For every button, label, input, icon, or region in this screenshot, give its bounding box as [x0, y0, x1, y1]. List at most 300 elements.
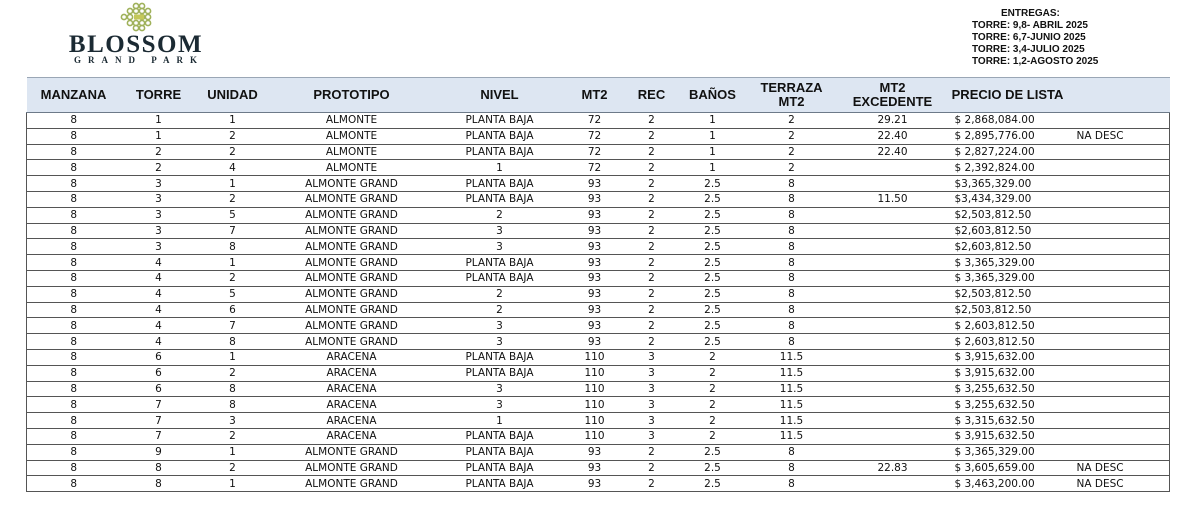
notes-cell: NA DESC	[1067, 460, 1170, 476]
logo-subtitle: GRAND PARK	[73, 55, 205, 65]
mt2-cell: 72	[565, 144, 625, 160]
banos-cell: 2.5	[679, 286, 747, 302]
terraza-cell: 2	[747, 160, 837, 176]
table-row	[27, 270, 1170, 286]
excedente-cell	[837, 176, 949, 192]
manzana-cell: 8	[27, 428, 121, 444]
excedente-header-line1: MT2	[879, 80, 906, 95]
rec-cell: 2	[625, 113, 679, 129]
brand-logo	[56, 2, 216, 68]
prototipo-cell: ALMONTE GRAND	[269, 334, 435, 350]
prototipo-cell: ALMONTE	[269, 113, 435, 129]
notes-cell	[1067, 239, 1170, 255]
terraza-cell: 2	[747, 113, 837, 129]
manzana-cell: 8	[27, 476, 121, 492]
precio-cell: $ 2,827,224.00	[949, 144, 1067, 160]
delivery-line: TORRE: 9,8- ABRIL 2025	[972, 20, 1088, 31]
excedente-cell	[837, 286, 949, 302]
rec-cell: 2	[625, 444, 679, 460]
terraza-cell: 8	[747, 302, 837, 318]
banos-cell: 2	[679, 413, 747, 429]
prototipo-cell: ARACENA	[269, 381, 435, 397]
unidad-cell: 1	[197, 113, 269, 129]
unidad-cell: 2	[197, 128, 269, 144]
table-row	[27, 239, 1170, 255]
rec-cell: 3	[625, 413, 679, 429]
precio-cell: $ 3,605,659.00	[949, 460, 1067, 476]
torre-cell: 3	[121, 239, 197, 255]
notes-cell	[1067, 365, 1170, 381]
table-row	[27, 207, 1170, 223]
prototipo-cell: ALMONTE GRAND	[269, 444, 435, 460]
prototipo-cell: ALMONTE	[269, 128, 435, 144]
prototipo-cell: ALMONTE GRAND	[269, 176, 435, 192]
prototipo-cell: ALMONTE GRAND	[269, 286, 435, 302]
prototipo-cell: ARACENA	[269, 428, 435, 444]
manzana-cell: 8	[27, 365, 121, 381]
manzana-cell: 8	[27, 397, 121, 413]
col-header-precio: PRECIO DE LISTA	[949, 78, 1067, 113]
table-row	[27, 334, 1170, 350]
manzana-cell: 8	[27, 413, 121, 429]
table-row	[27, 381, 1170, 397]
torre-cell: 4	[121, 334, 197, 350]
col-header-torre: TORRE	[121, 78, 197, 113]
excedente-cell: 29.21	[837, 113, 949, 129]
nivel-cell: 3	[435, 239, 565, 255]
banos-cell: 2.5	[679, 223, 747, 239]
nivel-cell: 1	[435, 160, 565, 176]
precio-cell: $ 3,255,632.50	[949, 397, 1067, 413]
mt2-cell: 93	[565, 286, 625, 302]
terraza-cell: 11.5	[747, 349, 837, 365]
torre-cell: 6	[121, 381, 197, 397]
table-row	[27, 476, 1170, 492]
rec-cell: 2	[625, 239, 679, 255]
table-row	[27, 397, 1170, 413]
terraza-cell: 8	[747, 460, 837, 476]
notes-cell	[1067, 428, 1170, 444]
rec-cell: 2	[625, 460, 679, 476]
precio-cell: $ 2,868,084.00	[949, 113, 1067, 129]
table-body	[27, 113, 1170, 492]
nivel-cell: PLANTA BAJA	[435, 460, 565, 476]
manzana-cell: 8	[27, 144, 121, 160]
torre-cell: 3	[121, 223, 197, 239]
prototipo-cell: ARACENA	[269, 413, 435, 429]
col-header-unidad: UNIDAD	[197, 78, 269, 113]
col-header-excedente	[837, 78, 949, 113]
nivel-cell: PLANTA BAJA	[435, 191, 565, 207]
excedente-cell	[837, 207, 949, 223]
mt2-cell: 93	[565, 444, 625, 460]
excedente-cell: 11.50	[837, 191, 949, 207]
unidad-cell: 7	[197, 318, 269, 334]
precio-cell: $2,503,812.50	[949, 286, 1067, 302]
mt2-cell: 110	[565, 428, 625, 444]
torre-cell: 4	[121, 302, 197, 318]
unidad-cell: 6	[197, 302, 269, 318]
precio-cell: $ 2,603,812.50	[949, 334, 1067, 350]
torre-cell: 4	[121, 255, 197, 271]
unidad-cell: 2	[197, 428, 269, 444]
table-row	[27, 286, 1170, 302]
banos-cell: 1	[679, 128, 747, 144]
notes-cell	[1067, 113, 1170, 129]
mt2-cell: 93	[565, 318, 625, 334]
prototipo-cell: ALMONTE GRAND	[269, 302, 435, 318]
unidad-cell: 2	[197, 144, 269, 160]
rec-cell: 2	[625, 302, 679, 318]
col-header-nivel: NIVEL	[435, 78, 565, 113]
banos-cell: 2.5	[679, 444, 747, 460]
notes-cell	[1067, 381, 1170, 397]
rec-cell: 3	[625, 381, 679, 397]
manzana-cell: 8	[27, 444, 121, 460]
torre-cell: 6	[121, 365, 197, 381]
nivel-cell: PLANTA BAJA	[435, 428, 565, 444]
manzana-cell: 8	[27, 113, 121, 129]
excedente-cell	[837, 397, 949, 413]
manzana-cell: 8	[27, 318, 121, 334]
nivel-cell: PLANTA BAJA	[435, 365, 565, 381]
terraza-header-line1: TERRAZA	[760, 80, 823, 95]
notes-cell	[1067, 160, 1170, 176]
excedente-cell	[837, 365, 949, 381]
terraza-cell: 2	[747, 144, 837, 160]
manzana-cell: 8	[27, 207, 121, 223]
mt2-cell: 72	[565, 113, 625, 129]
precio-cell: $ 3,365,329.00	[949, 444, 1067, 460]
terraza-cell: 8	[747, 334, 837, 350]
terraza-cell: 8	[747, 476, 837, 492]
rec-cell: 3	[625, 428, 679, 444]
table-row	[27, 191, 1170, 207]
rec-cell: 2	[625, 270, 679, 286]
nivel-cell: PLANTA BAJA	[435, 255, 565, 271]
precio-cell: $2,503,812.50	[949, 302, 1067, 318]
table-row	[27, 113, 1170, 129]
prototipo-cell: ALMONTE GRAND	[269, 460, 435, 476]
deliveries-block	[972, 8, 1172, 68]
unidad-cell: 8	[197, 239, 269, 255]
excedente-cell	[837, 476, 949, 492]
precio-cell: $ 2,895,776.00	[949, 128, 1067, 144]
mt2-cell: 110	[565, 349, 625, 365]
rec-cell: 2	[625, 334, 679, 350]
mt2-cell: 110	[565, 413, 625, 429]
excedente-cell	[837, 239, 949, 255]
banos-cell: 2.5	[679, 476, 747, 492]
mt2-cell: 93	[565, 207, 625, 223]
precio-cell: $ 2,603,812.50	[949, 318, 1067, 334]
rec-cell: 2	[625, 255, 679, 271]
precio-cell: $ 3,315,632.50	[949, 413, 1067, 429]
table-row	[27, 160, 1170, 176]
unidad-cell: 5	[197, 207, 269, 223]
excedente-cell	[837, 381, 949, 397]
notes-cell	[1067, 302, 1170, 318]
unidad-cell: 7	[197, 223, 269, 239]
delivery-line: TORRE: 6,7-JUNIO 2025	[972, 32, 1086, 43]
unidad-cell: 1	[197, 476, 269, 492]
rec-cell: 2	[625, 128, 679, 144]
table-header-row	[27, 78, 1170, 113]
precio-cell: $ 3,915,632.00	[949, 365, 1067, 381]
nivel-cell: 3	[435, 397, 565, 413]
rec-cell: 2	[625, 286, 679, 302]
banos-cell: 2.5	[679, 318, 747, 334]
mt2-cell: 72	[565, 128, 625, 144]
banos-cell: 2.5	[679, 460, 747, 476]
prototipo-cell: ARACENA	[269, 349, 435, 365]
banos-cell: 1	[679, 113, 747, 129]
mt2-cell: 93	[565, 223, 625, 239]
notes-cell	[1067, 176, 1170, 192]
nivel-cell: 2	[435, 207, 565, 223]
col-header-terraza	[747, 78, 837, 113]
mt2-cell: 93	[565, 476, 625, 492]
precio-cell: $ 2,392,824.00	[949, 160, 1067, 176]
mt2-cell: 110	[565, 397, 625, 413]
terraza-cell: 8	[747, 207, 837, 223]
col-header-banos: BAÑOS	[679, 78, 747, 113]
terraza-cell: 8	[747, 239, 837, 255]
precio-cell: $ 3,365,329.00	[949, 270, 1067, 286]
excedente-cell: 22.40	[837, 144, 949, 160]
prototipo-cell: ALMONTE GRAND	[269, 476, 435, 492]
terraza-cell: 8	[747, 255, 837, 271]
mt2-cell: 93	[565, 270, 625, 286]
table-row	[27, 176, 1170, 192]
torre-cell: 3	[121, 191, 197, 207]
excedente-cell	[837, 160, 949, 176]
notes-cell	[1067, 191, 1170, 207]
precio-cell: $ 3,365,329.00	[949, 255, 1067, 271]
torre-cell: 3	[121, 207, 197, 223]
notes-cell	[1067, 444, 1170, 460]
banos-cell: 2	[679, 428, 747, 444]
mt2-cell: 93	[565, 191, 625, 207]
nivel-cell: PLANTA BAJA	[435, 349, 565, 365]
unidad-cell: 1	[197, 444, 269, 460]
table-row	[27, 318, 1170, 334]
manzana-cell: 8	[27, 381, 121, 397]
banos-cell: 1	[679, 144, 747, 160]
banos-cell: 2.5	[679, 302, 747, 318]
manzana-cell: 8	[27, 223, 121, 239]
excedente-cell	[837, 349, 949, 365]
terraza-cell: 2	[747, 128, 837, 144]
torre-cell: 4	[121, 270, 197, 286]
excedente-cell	[837, 318, 949, 334]
nivel-cell: 3	[435, 334, 565, 350]
torre-cell: 3	[121, 176, 197, 192]
unidad-cell: 1	[197, 176, 269, 192]
banos-cell: 2.5	[679, 239, 747, 255]
excedente-cell	[837, 428, 949, 444]
terraza-cell: 8	[747, 318, 837, 334]
torre-cell: 8	[121, 460, 197, 476]
torre-cell: 4	[121, 318, 197, 334]
excedente-cell	[837, 334, 949, 350]
table-row	[27, 413, 1170, 429]
torre-cell: 1	[121, 128, 197, 144]
unidad-cell: 8	[197, 397, 269, 413]
unidad-cell: 2	[197, 365, 269, 381]
manzana-cell: 8	[27, 334, 121, 350]
notes-cell: NA DESC	[1067, 128, 1170, 144]
rec-cell: 2	[625, 191, 679, 207]
terraza-cell: 11.5	[747, 365, 837, 381]
terraza-cell: 11.5	[747, 397, 837, 413]
notes-cell	[1067, 255, 1170, 271]
logo-name: BLOSSOM	[68, 31, 204, 58]
manzana-cell: 8	[27, 176, 121, 192]
banos-cell: 2	[679, 397, 747, 413]
banos-cell: 2.5	[679, 334, 747, 350]
nivel-cell: PLANTA BAJA	[435, 444, 565, 460]
manzana-cell: 8	[27, 239, 121, 255]
terraza-cell: 11.5	[747, 413, 837, 429]
rec-cell: 2	[625, 207, 679, 223]
nivel-cell: 3	[435, 318, 565, 334]
excedente-cell: 22.40	[837, 128, 949, 144]
manzana-cell: 8	[27, 286, 121, 302]
table-row	[27, 428, 1170, 444]
prototipo-cell: ALMONTE GRAND	[269, 318, 435, 334]
unidad-cell: 3	[197, 413, 269, 429]
unidad-cell: 2	[197, 460, 269, 476]
rec-cell: 2	[625, 160, 679, 176]
table-row	[27, 349, 1170, 365]
prototipo-cell: ARACENA	[269, 397, 435, 413]
banos-cell: 2	[679, 381, 747, 397]
terraza-cell: 8	[747, 286, 837, 302]
rec-cell: 3	[625, 349, 679, 365]
mt2-cell: 93	[565, 460, 625, 476]
torre-cell: 7	[121, 413, 197, 429]
rec-cell: 2	[625, 318, 679, 334]
prototipo-cell: ALMONTE GRAND	[269, 255, 435, 271]
manzana-cell: 8	[27, 460, 121, 476]
table-row	[27, 444, 1170, 460]
nivel-cell: PLANTA BAJA	[435, 476, 565, 492]
manzana-cell: 8	[27, 302, 121, 318]
rec-cell: 3	[625, 397, 679, 413]
banos-cell: 2	[679, 365, 747, 381]
nivel-cell: PLANTA BAJA	[435, 144, 565, 160]
precio-cell: $3,434,329.00	[949, 191, 1067, 207]
manzana-cell: 8	[27, 160, 121, 176]
manzana-cell: 8	[27, 128, 121, 144]
terraza-header-line2: MT2	[778, 94, 805, 109]
notes-cell	[1067, 349, 1170, 365]
torre-cell: 7	[121, 428, 197, 444]
banos-cell: 2	[679, 349, 747, 365]
col-header-notes	[1067, 78, 1170, 113]
terraza-cell: 8	[747, 270, 837, 286]
prototipo-cell: ALMONTE GRAND	[269, 191, 435, 207]
banos-cell: 1	[679, 160, 747, 176]
col-header-prototipo: PROTOTIPO	[269, 78, 435, 113]
nivel-cell: PLANTA BAJA	[435, 270, 565, 286]
banos-cell: 2.5	[679, 255, 747, 271]
rec-cell: 2	[625, 144, 679, 160]
rec-cell: 2	[625, 223, 679, 239]
precio-cell: $2,503,812.50	[949, 207, 1067, 223]
mt2-cell: 93	[565, 176, 625, 192]
terraza-cell: 11.5	[747, 381, 837, 397]
blossom-flower-icon	[106, 2, 166, 32]
excedente-cell	[837, 444, 949, 460]
nivel-cell: 3	[435, 381, 565, 397]
mt2-cell: 93	[565, 255, 625, 271]
nivel-cell: PLANTA BAJA	[435, 128, 565, 144]
delivery-line: TORRE: 3,4-JULIO 2025	[972, 44, 1085, 55]
excedente-header-line2: EXCEDENTE	[852, 94, 933, 109]
nivel-cell: 3	[435, 223, 565, 239]
table-row	[27, 460, 1170, 476]
notes-cell	[1067, 270, 1170, 286]
manzana-cell: 8	[27, 191, 121, 207]
unidad-cell: 2	[197, 270, 269, 286]
excedente-cell	[837, 302, 949, 318]
prototipo-cell: ALMONTE GRAND	[269, 270, 435, 286]
mt2-cell: 93	[565, 334, 625, 350]
banos-cell: 2.5	[679, 176, 747, 192]
unidad-cell: 4	[197, 160, 269, 176]
col-header-rec: REC	[625, 78, 679, 113]
unidad-cell: 8	[197, 381, 269, 397]
precio-cell: $ 3,463,200.00	[949, 476, 1067, 492]
banos-cell: 2.5	[679, 191, 747, 207]
excedente-cell	[837, 223, 949, 239]
prototipo-cell: ARACENA	[269, 365, 435, 381]
manzana-cell: 8	[27, 270, 121, 286]
notes-cell	[1067, 144, 1170, 160]
banos-cell: 2.5	[679, 207, 747, 223]
price-list-table	[26, 77, 1170, 492]
prototipo-cell: ALMONTE GRAND	[269, 239, 435, 255]
mt2-cell: 93	[565, 239, 625, 255]
notes-cell	[1067, 397, 1170, 413]
prototipo-cell: ALMONTE GRAND	[269, 207, 435, 223]
col-header-manzana: MANZANA	[27, 78, 121, 113]
torre-cell: 7	[121, 397, 197, 413]
precio-cell: $3,365,329.00	[949, 176, 1067, 192]
manzana-cell: 8	[27, 255, 121, 271]
mt2-cell: 110	[565, 381, 625, 397]
delivery-line: TORRE: 1,2-AGOSTO 2025	[972, 56, 1099, 67]
unidad-cell: 1	[197, 255, 269, 271]
nivel-cell: PLANTA BAJA	[435, 113, 565, 129]
table-row	[27, 223, 1170, 239]
banos-cell: 2.5	[679, 270, 747, 286]
notes-cell	[1067, 334, 1170, 350]
torre-cell: 8	[121, 476, 197, 492]
prototipo-cell: ALMONTE	[269, 160, 435, 176]
precio-cell: $2,603,812.50	[949, 223, 1067, 239]
notes-cell	[1067, 318, 1170, 334]
notes-cell	[1067, 286, 1170, 302]
torre-cell: 6	[121, 349, 197, 365]
notes-cell	[1067, 223, 1170, 239]
excedente-cell	[837, 413, 949, 429]
rec-cell: 3	[625, 365, 679, 381]
nivel-cell: 2	[435, 302, 565, 318]
unidad-cell: 1	[197, 349, 269, 365]
